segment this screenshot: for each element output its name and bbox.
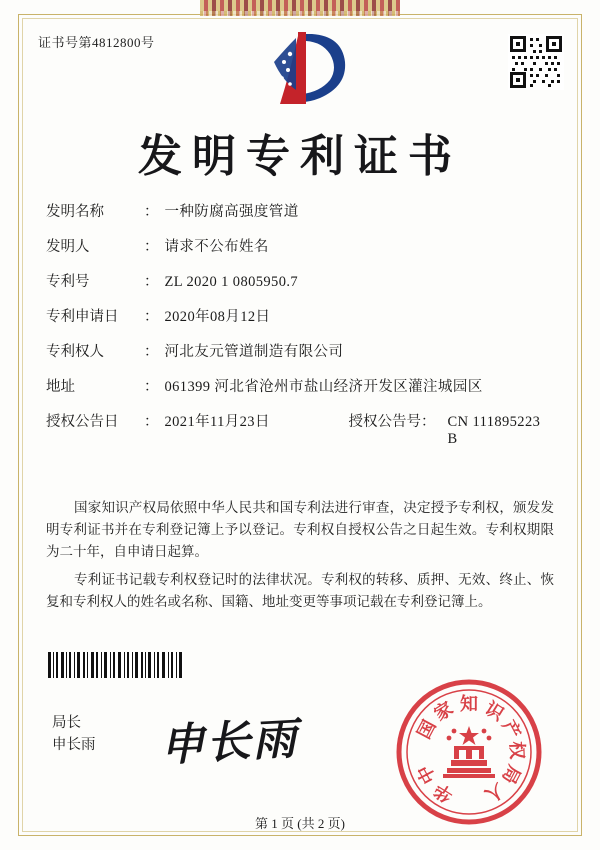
certificate-number: 证书号第4812800号	[38, 35, 155, 50]
field-label: 专利申请日	[46, 309, 119, 325]
field-label: 专利号	[46, 274, 90, 290]
field-label-announcement-number: 授权公告号	[348, 414, 421, 430]
svg-text:权: 权	[506, 740, 528, 760]
qr-code	[508, 34, 564, 90]
field-value-patent-number: ZL 2020 1 0805950.7	[164, 274, 299, 290]
field-colon: ：	[144, 274, 159, 290]
svg-text:中: 中	[413, 761, 440, 788]
svg-text:产: 产	[498, 716, 525, 743]
director-name: 申长雨	[52, 737, 96, 753]
field-row-patent-number	[46, 270, 554, 292]
svg-text:知: 知	[460, 694, 478, 714]
field-colon-secondary: ：	[421, 414, 436, 430]
field-row-invention-name	[46, 200, 554, 222]
handwritten-signature: 申长雨	[159, 714, 300, 771]
official-red-seal	[393, 676, 545, 828]
svg-text:局: 局	[498, 761, 525, 788]
field-row-address	[46, 375, 554, 397]
field-label: 专利权人	[46, 344, 104, 360]
field-value-application-date: 2020年08月12日	[164, 309, 271, 325]
field-row-patentee	[46, 340, 554, 362]
field-value-address: 061399 河北省沧州市盐山经济开发区灌注城园区	[164, 379, 483, 395]
svg-text:识: 识	[481, 698, 508, 725]
field-colon: ：	[144, 204, 159, 220]
field-colon: ：	[144, 414, 159, 430]
svg-text:人: 人	[481, 779, 508, 806]
field-value-grant-date: 2021年11月23日	[164, 414, 270, 430]
signature-block	[52, 712, 96, 756]
field-row-application-date	[46, 305, 554, 327]
field-value-announcement-number: CN 111895223 B	[447, 414, 541, 447]
page-footer: 第 1 页 (共 2 页)	[255, 816, 345, 831]
field-row-grant-announcement	[46, 410, 554, 448]
svg-text:国: 国	[413, 716, 440, 743]
field-row-inventor	[46, 235, 554, 257]
legal-paragraph-2: 专利证书记载专利权登记时的法律状况。专利权的转移、质押、无效、终止、恢复和专利权人的姓名或名称、国籍、地址变更等事项记载在专利登记簿上。	[46, 572, 554, 609]
field-value-patentee: 河北友元管道制造有限公司	[164, 344, 344, 360]
svg-text:家: 家	[430, 698, 457, 725]
field-colon: ：	[144, 379, 159, 395]
field-colon: ：	[144, 309, 159, 325]
director-label: 局长	[52, 715, 81, 731]
field-value-inventor: 请求不公布姓名	[164, 239, 269, 255]
svg-text:华: 华	[430, 779, 457, 806]
legal-body-text	[46, 497, 554, 619]
cnipa-logo-icon	[246, 28, 354, 106]
top-ornament-band	[200, 0, 400, 16]
barcode	[48, 652, 184, 678]
field-label: 发明人	[46, 239, 90, 255]
field-label: 授权公告日	[46, 414, 119, 430]
page-title: 发明专利证书	[138, 132, 462, 181]
field-list	[46, 200, 554, 461]
field-label: 发明名称	[46, 204, 104, 220]
field-colon: ：	[144, 239, 159, 255]
field-label: 地址	[46, 379, 75, 395]
field-value-invention-name: 一种防腐高强度管道	[164, 204, 299, 220]
legal-paragraph-1: 国家知识产权局依照中华人民共和国专利法进行审查，决定授予专利权，颁发发明专利证书并在专利登记簿上予以登记。专利权自授权公告之日起生效。专利权期限为二十年，自申请日起算。	[46, 500, 554, 559]
field-colon: ：	[144, 344, 159, 360]
